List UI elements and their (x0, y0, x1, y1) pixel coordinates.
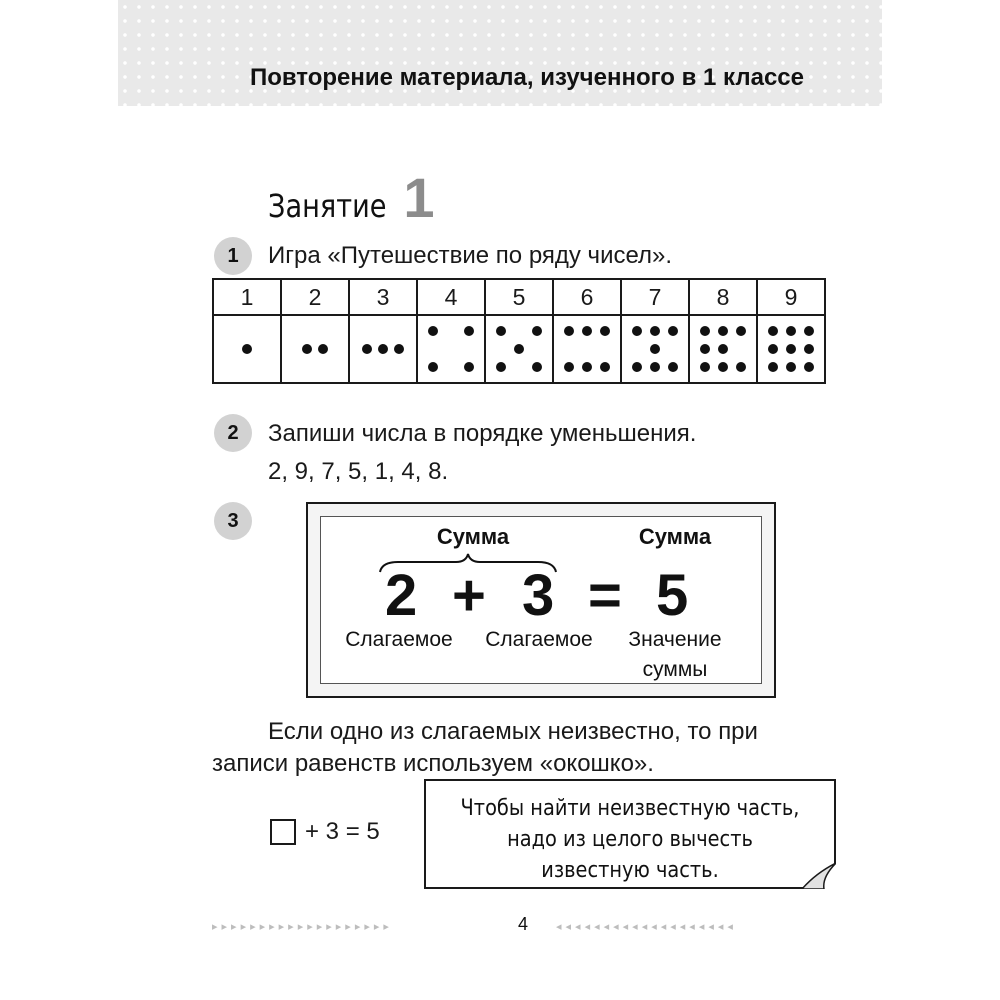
rule-note-text (450, 793, 809, 886)
footer-arrows-right: ◂◂◂◂◂◂◂◂◂◂◂◂◂◂◂◂◂◂◂ (556, 921, 737, 933)
dots-cell-7 (621, 315, 689, 383)
plus-sign: + (452, 563, 486, 628)
dots-cell-6 (553, 315, 621, 383)
page-number: 4 (517, 914, 528, 934)
task-2-instruction: Запиши числа в порядке уменьшения. (268, 420, 697, 447)
task-2-badge: 2 (214, 414, 252, 452)
dots-1-icon (214, 316, 280, 382)
dots-cell-8 (689, 315, 757, 383)
footer-arrows-left: ▸▸▸▸▸▸▸▸▸▸▸▸▸▸▸▸▸▸▸ (212, 921, 393, 933)
number-cell: 9 (757, 279, 825, 315)
dots-9-icon (758, 316, 824, 382)
dots-8-icon (690, 316, 756, 382)
task-1-badge: 1 (214, 237, 252, 275)
rule-note-line-2: надо из целого вычесть (507, 827, 753, 852)
dots-5-icon (486, 316, 552, 382)
lesson-number: 1 (403, 166, 435, 229)
dots-cell-1 (213, 315, 281, 383)
number-cell: 8 (689, 279, 757, 315)
equation-text: + 3 = 5 (305, 818, 380, 845)
rule-note-line-3: известную часть. (541, 858, 719, 883)
sum-value-label-2: суммы (642, 658, 708, 681)
sum-label-right: Сумма (638, 524, 712, 549)
lesson-word: Занятие (268, 187, 387, 225)
equals-sign: = (588, 563, 622, 628)
rule-note-line-1: Чтобы найти неизвестную часть, (460, 796, 800, 821)
sum-value-label-1: Значение (628, 628, 722, 651)
lesson-title (268, 165, 435, 230)
number-cell: 4 (417, 279, 485, 315)
task-3-badge: 3 (214, 502, 252, 540)
number-cell: 1 (213, 279, 281, 315)
dots-6-icon (554, 316, 620, 382)
dots-cell-3 (349, 315, 417, 383)
number-cell: 5 (485, 279, 553, 315)
dots-4-icon (418, 316, 484, 382)
unknown-window-box (270, 819, 296, 845)
task-2-numbers: 2, 9, 7, 5, 1, 4, 8. (268, 458, 449, 485)
sum-value: 5 (656, 563, 689, 628)
rule-paragraph-line-1: Если одно из слагаемых неизвестно, то при (268, 718, 758, 745)
rule-note (424, 779, 836, 889)
addend-1-label: Слагаемое (345, 628, 453, 651)
rule-paragraph-line-2: записи равенств используем «окошко». (212, 750, 654, 777)
task-1-text: Игра «Путешествие по ряду чисел». (268, 242, 673, 269)
dots-cell-2 (281, 315, 349, 383)
number-cell: 2 (281, 279, 349, 315)
addend-a: 2 (385, 563, 418, 628)
number-dots-table (212, 278, 826, 384)
number-cell: 3 (349, 279, 417, 315)
dots-cell-9 (757, 315, 825, 383)
addend-2-label: Слагаемое (485, 628, 593, 651)
addend-b: 3 (522, 563, 555, 628)
dots-2-icon (282, 316, 348, 382)
page-curl-icon (802, 863, 836, 889)
number-cell: 6 (553, 279, 621, 315)
dots-cell-4 (417, 315, 485, 383)
dots-7-icon (622, 316, 688, 382)
dots-cell-5 (485, 315, 553, 383)
sum-label-left: Сумма (436, 524, 510, 549)
number-cell: 7 (621, 279, 689, 315)
page-header-title: Повторение материала, изученного в 1 классе (249, 64, 804, 91)
dots-3-icon (350, 316, 416, 382)
